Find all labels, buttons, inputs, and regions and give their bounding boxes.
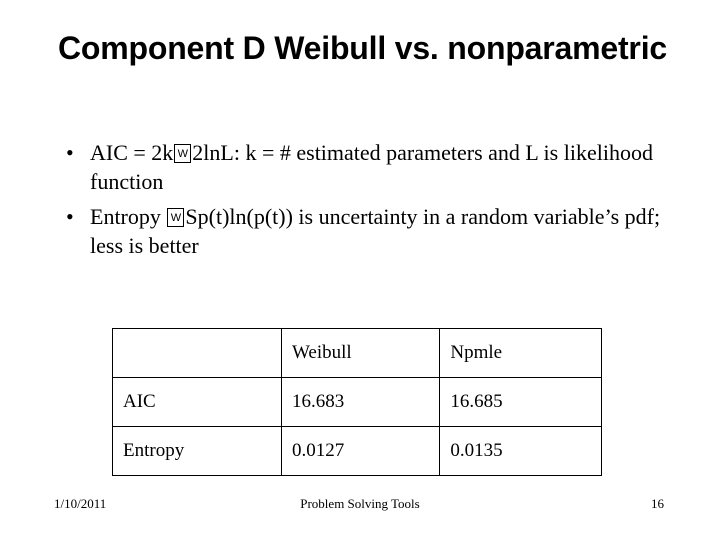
table-cell: AIC — [113, 378, 282, 427]
bullet-text-part-2: Sp(t)ln(p(t)) is uncertainty in a random variable’s pdf; less is better — [90, 204, 661, 259]
table-row — [113, 329, 602, 378]
page-title: Component D Weibull vs. nonparametric — [58, 30, 667, 66]
footer-title: Problem Solving Tools — [300, 496, 420, 511]
table-cell: 0.0135 — [440, 427, 602, 476]
table-cell: 0.0127 — [282, 427, 440, 476]
bullet-list — [58, 138, 668, 266]
bullet-marker: • — [66, 140, 74, 165]
footer-page-number: 16 — [651, 496, 664, 511]
glyph-box-icon: W — [174, 144, 191, 163]
list-item — [58, 138, 668, 196]
table-cell: Npmle — [440, 329, 602, 378]
table-cell: Weibull — [282, 329, 440, 378]
table-cell: 16.685 — [440, 378, 602, 427]
bullet-marker: • — [66, 204, 74, 230]
slide-footer — [0, 496, 720, 522]
bullet-text-part-1: AIC = 2k — [90, 140, 174, 165]
bullet-text-part-2: 2lnL: k = # estimated parameters and L is likelihood function — [90, 140, 653, 195]
glyph-box-icon: W — [167, 208, 184, 227]
table-cell — [113, 329, 282, 378]
results-table — [112, 328, 602, 476]
table-cell: Entropy — [113, 427, 282, 476]
list-item — [58, 202, 668, 260]
bullet-text-part-1: Entropy — [90, 204, 167, 230]
table-row — [113, 378, 602, 427]
table-row — [113, 427, 602, 476]
table-cell: 16.683 — [282, 378, 440, 427]
footer-date: 1/10/2011 — [54, 496, 107, 511]
